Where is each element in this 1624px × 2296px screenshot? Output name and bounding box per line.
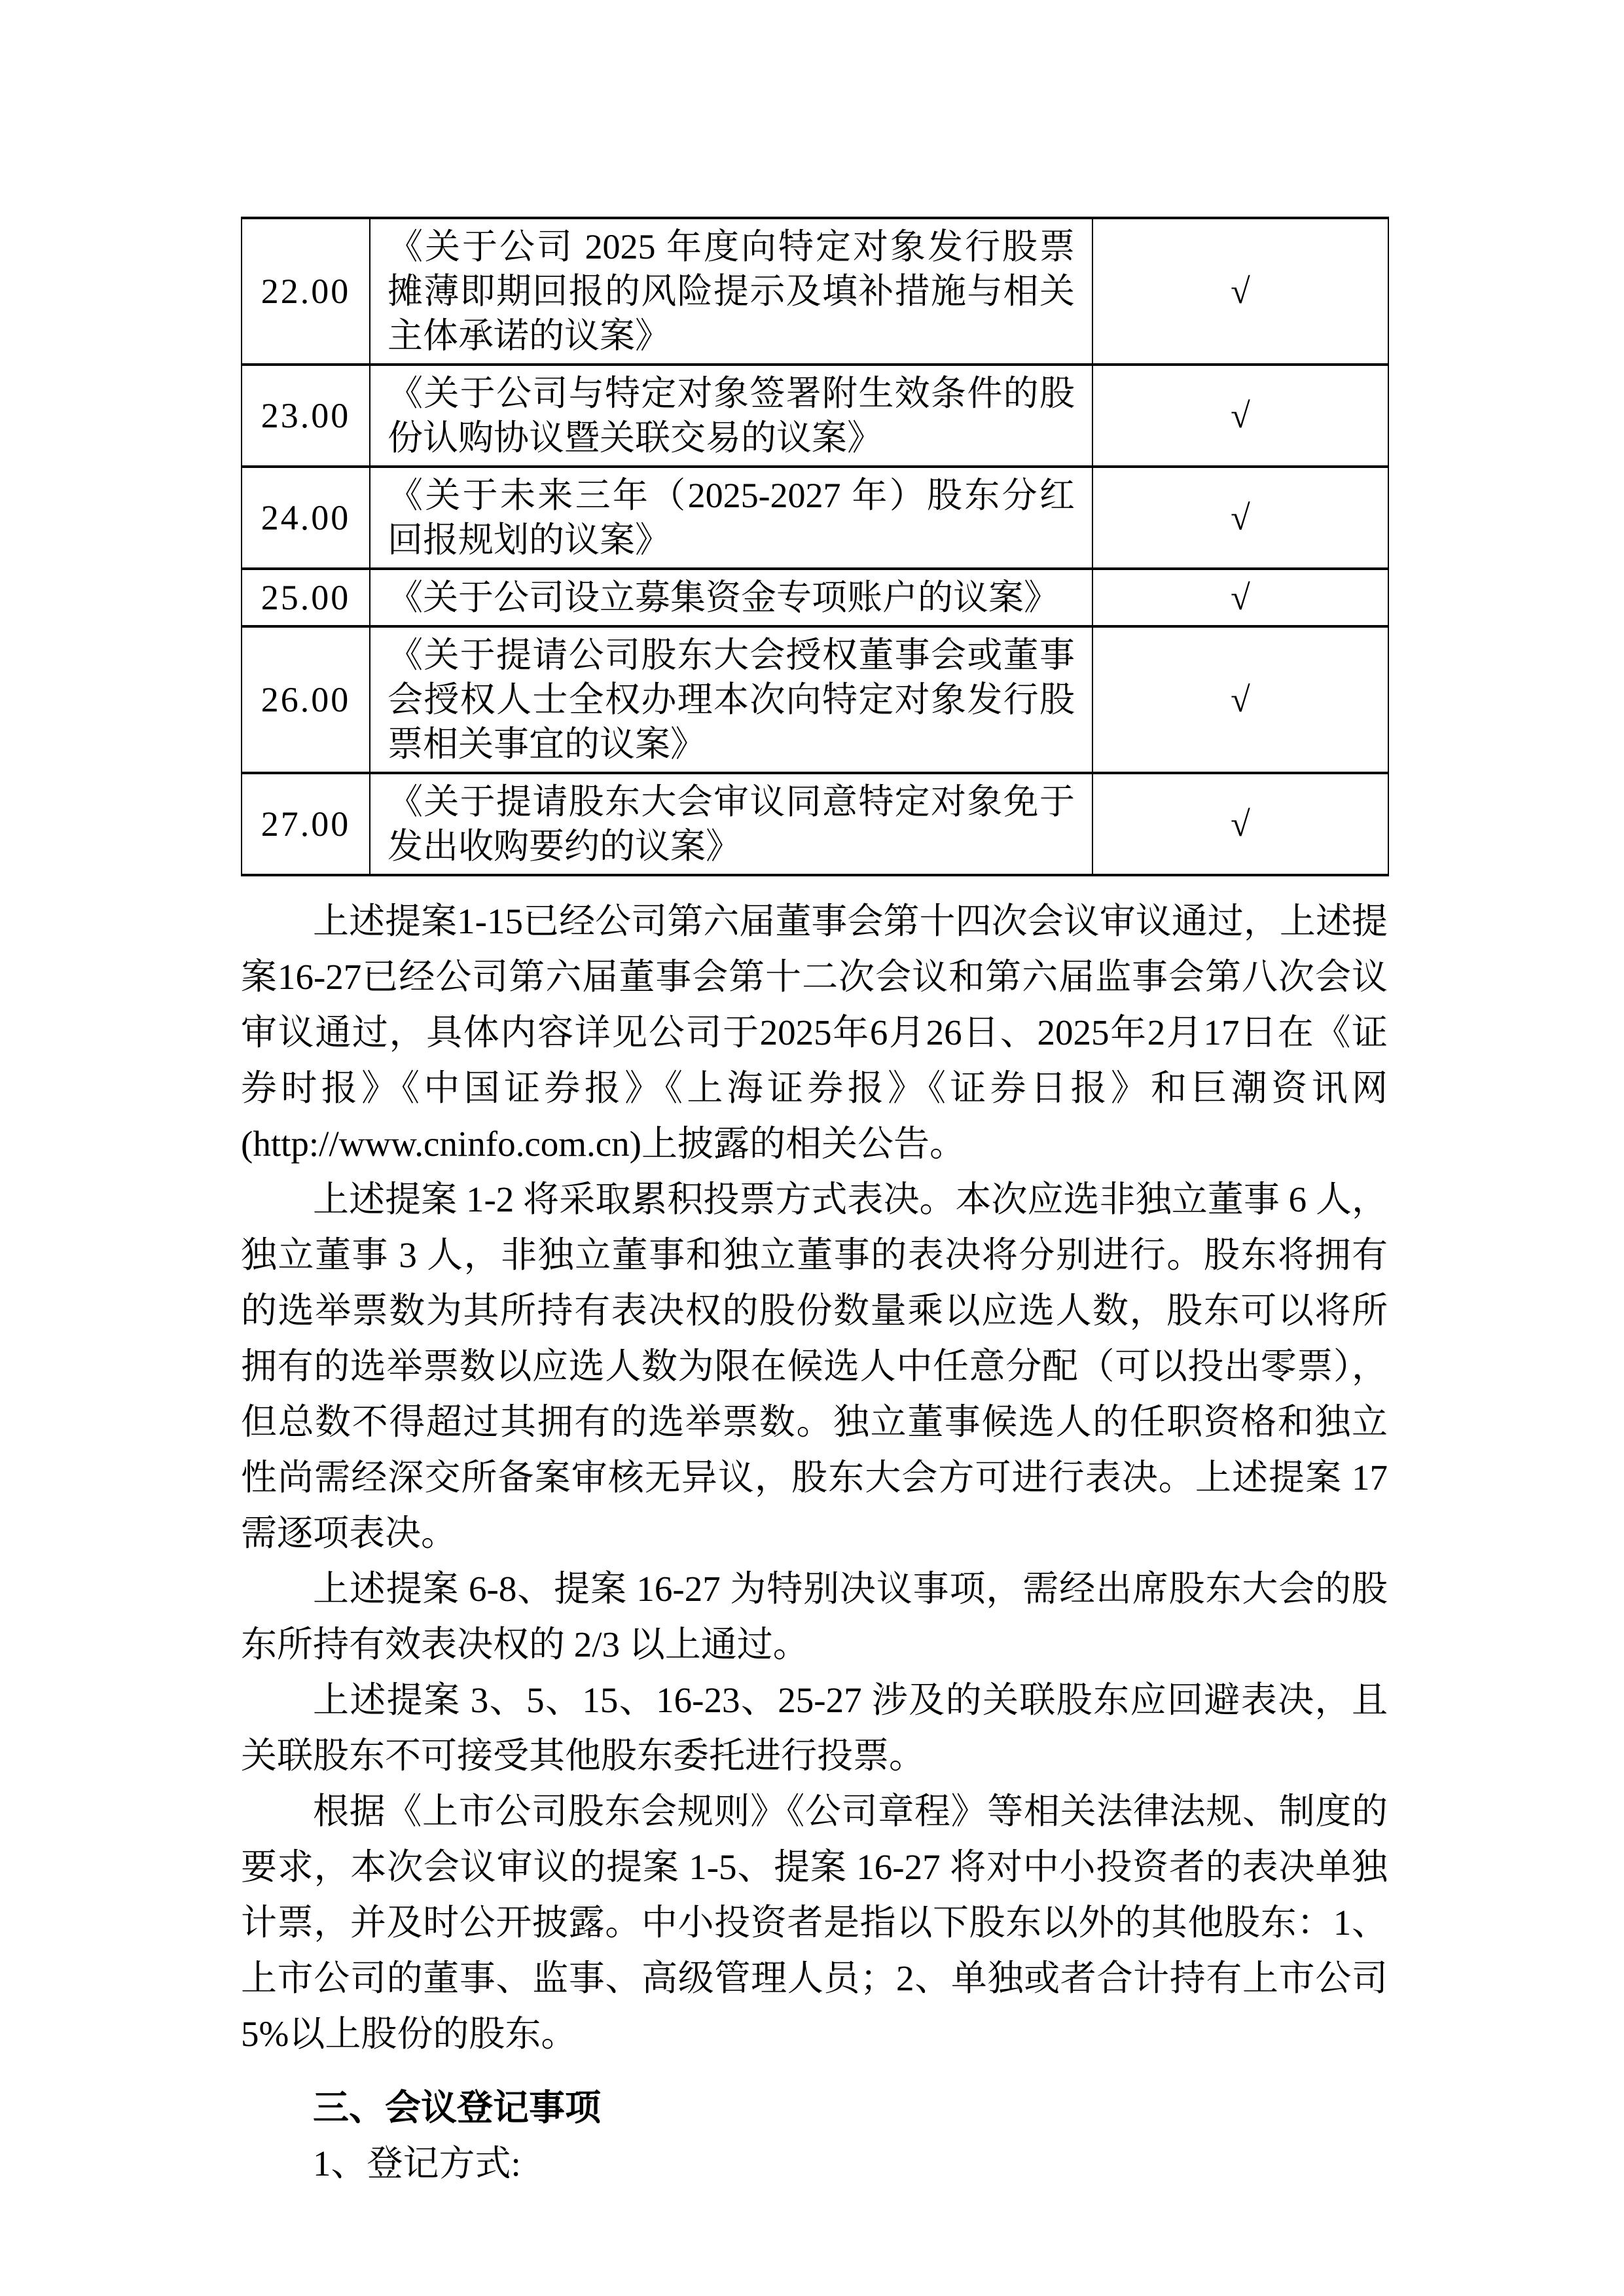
vote-check-cell: √	[1092, 467, 1388, 569]
table-row	[242, 569, 1388, 626]
vote-check-cell: √	[1092, 569, 1388, 626]
table-row	[242, 218, 1388, 365]
proposal-number: 26.00	[242, 626, 370, 773]
proposal-title: 《关于未来三年（2025-2027 年）股东分红回报规划的议案》	[370, 467, 1092, 569]
table-row	[242, 467, 1388, 569]
paragraph-minority-investors-count: 根据《上市公司股东会规则》《公司章程》等相关法律法规、制度的要求，本次会议审议的提案 1-5、提案 16-27 将对中小投资者的表决单独计票，并及时公开披露。中小投资者是指以下股东以外的其他股东：1、上市公司的董事、监事、高级管理人员；2、单独或者合计持有上市公司 5%以上股份的股东。	[241, 1791, 1388, 2054]
vote-check-cell: √	[1092, 626, 1388, 773]
proposal-title: 《关于提请公司股东大会授权董事会或董事会授权人士全权办理本次向特定对象发行股票相关事宜的议案》	[370, 626, 1092, 773]
proposal-number: 27.00	[242, 773, 370, 875]
proposal-number: 23.00	[242, 365, 370, 467]
table-row	[242, 773, 1388, 875]
table-row	[242, 626, 1388, 773]
registration-method-line: 1、登记方式:	[313, 2144, 521, 2183]
paragraph-cumulative-voting: 上述提案 1-2 将采取累积投票方式表决。本次应选非独立董事 6 人，独立董事 3 人，非独立董事和独立董事的表决将分别进行。股东将拥有的选举票数为其所持有表决权的股份数量乘以应选人数，股东可以将所拥有的选举票数以应选人数为限在候选人中任意分配（可以投出零票），但总数不得超过其拥有的选举票数。独立董事候选人的任职资格和独立性尚需经深交所备案审核无异议，股东大会方可进行表决。上述提案 17 需逐项表决。	[241, 1179, 1388, 1553]
table-row	[242, 365, 1388, 467]
paragraph-special-resolution: 上述提案 6-8、提案 16-27 为特别决议事项，需经出席股东大会的股东所持有效表决权的 2/3 以上通过。	[241, 1569, 1388, 1664]
section-heading-meeting-registration: 三、会议登记事项	[313, 2087, 602, 2128]
vote-check-cell: √	[1092, 365, 1388, 467]
paragraph-board-approval: 上述提案1-15已经公司第六届董事会第十四次会议审议通过，上述提案16-27已经公司第六届董事会第十二次会议和第六届监事会第八次会议审议通过，具体内容详见公司于2025年6月26日、2025年2月17日在《证券时报》《中国证券报》《上海证券报》《证券日报》和巨潮资讯网(http://www.cninfo.com.cn)上披露的相关公告。	[241, 901, 1388, 1164]
page-content	[241, 217, 1388, 2191]
proposal-number: 22.00	[242, 218, 370, 365]
proposal-title: 《关于公司 2025 年度向特定对象发行股票摊薄即期回报的风险提示及填补措施与相关主体承诺的议案》	[370, 218, 1092, 365]
vote-check-cell: √	[1092, 773, 1388, 875]
paragraph-related-shareholders-abstain: 上述提案 3、5、15、16-23、25-27 涉及的关联股东应回避表决，且关联股东不可接受其他股东委托进行投票。	[241, 1680, 1388, 1776]
proposal-title: 《关于提请股东大会审议同意特定对象免于发出收购要约的议案》	[370, 773, 1092, 875]
proposal-title: 《关于公司设立募集资金专项账户的议案》	[370, 569, 1092, 626]
proposal-title: 《关于公司与特定对象签署附生效条件的股份认购协议暨关联交易的议案》	[370, 365, 1092, 467]
proposal-number: 24.00	[242, 467, 370, 569]
proposal-table	[241, 217, 1389, 876]
proposal-number: 25.00	[242, 569, 370, 626]
vote-check-cell: √	[1092, 218, 1388, 365]
